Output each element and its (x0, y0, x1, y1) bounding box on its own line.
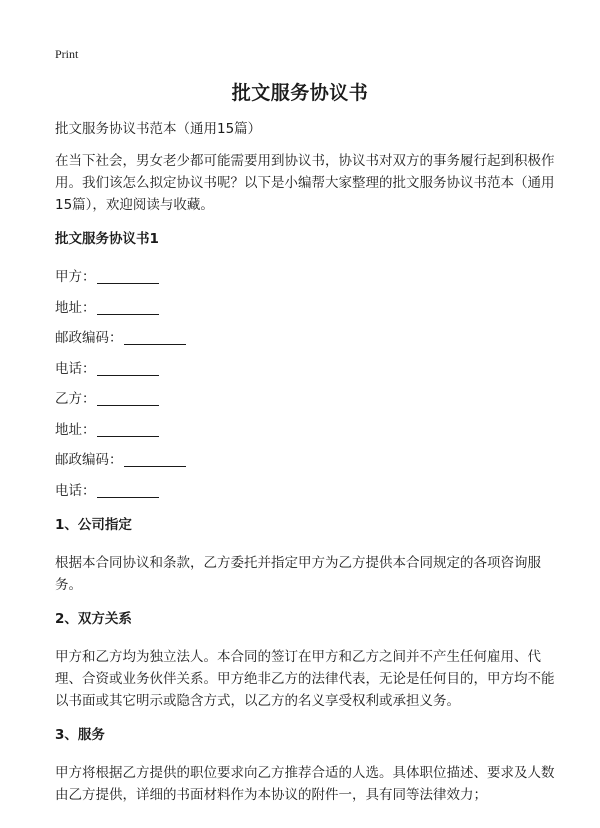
fill-in-blank (97, 268, 159, 284)
field-label: 乙方： (55, 391, 96, 407)
clause-body: 甲方和乙方均为独立法人。本合同的签订在甲方和乙方之间并不产生任何雇用、代理、合资或业务伙伴关系。甲方绝非乙方的法律代表，无论是任何目的，甲方均不能以书面或其它明示或隐含方式，以乙方的名义享受权利或承担义务。 (55, 648, 555, 709)
fill-in-blank (124, 451, 186, 467)
fill-in-blank (124, 329, 186, 345)
field-label: 地址： (55, 421, 96, 438)
field-label: 电话： (55, 482, 96, 499)
clause-body: 根据本合同协议和条款，乙方委托并指定甲方为乙方提供本合同规定的各项咨询服务。 (55, 554, 541, 593)
fill-in-blank (97, 482, 159, 498)
field-label: 邮政编码： (55, 452, 123, 468)
clause-heading: 2、双方关系 (55, 610, 132, 627)
field-postcode-b (55, 449, 555, 471)
fill-in-blank (97, 390, 159, 406)
intro-paragraph: 在当下社会，男女老少都可能需要用到协议书，协议书对双方的事务履行起到积极作用。我们该怎么拟定协议书呢？以下是小编帮大家整理的批文服务协议书范本（通用15篇），欢迎阅读与收藏。 (55, 153, 555, 213)
field-party-b (55, 388, 555, 410)
fill-in-blank (97, 360, 159, 376)
field-address-a (55, 297, 555, 319)
field-postcode-a (55, 327, 555, 349)
document-subtitle: 批文服务协议书范本（通用15篇） (55, 121, 262, 137)
field-label: 甲方： (55, 269, 96, 285)
field-label: 邮政编码： (55, 330, 123, 346)
clause-heading: 1、公司指定 (55, 516, 132, 533)
field-label: 地址： (55, 299, 96, 316)
field-party-a (55, 266, 555, 288)
print-label[interactable]: Print (55, 47, 79, 61)
section-heading: 批文服务协议书1 (55, 231, 159, 247)
fill-in-blank (97, 421, 159, 437)
field-phone-a (55, 358, 555, 380)
clause-heading: 3、服务 (55, 726, 105, 743)
fill-in-blank (97, 299, 159, 315)
field-phone-b (55, 480, 555, 502)
field-address-b (55, 419, 555, 441)
field-label: 电话： (55, 360, 96, 377)
document-title: 批文服务协议书 (231, 82, 369, 104)
document-body (55, 118, 555, 806)
clause-body: 甲方将根据乙方提供的职位要求向乙方推荐合适的人选。具体职位描述、要求及人数由乙方提供，详细的书面材料作为本协议的附件一，具有同等法律效力； (55, 764, 555, 803)
